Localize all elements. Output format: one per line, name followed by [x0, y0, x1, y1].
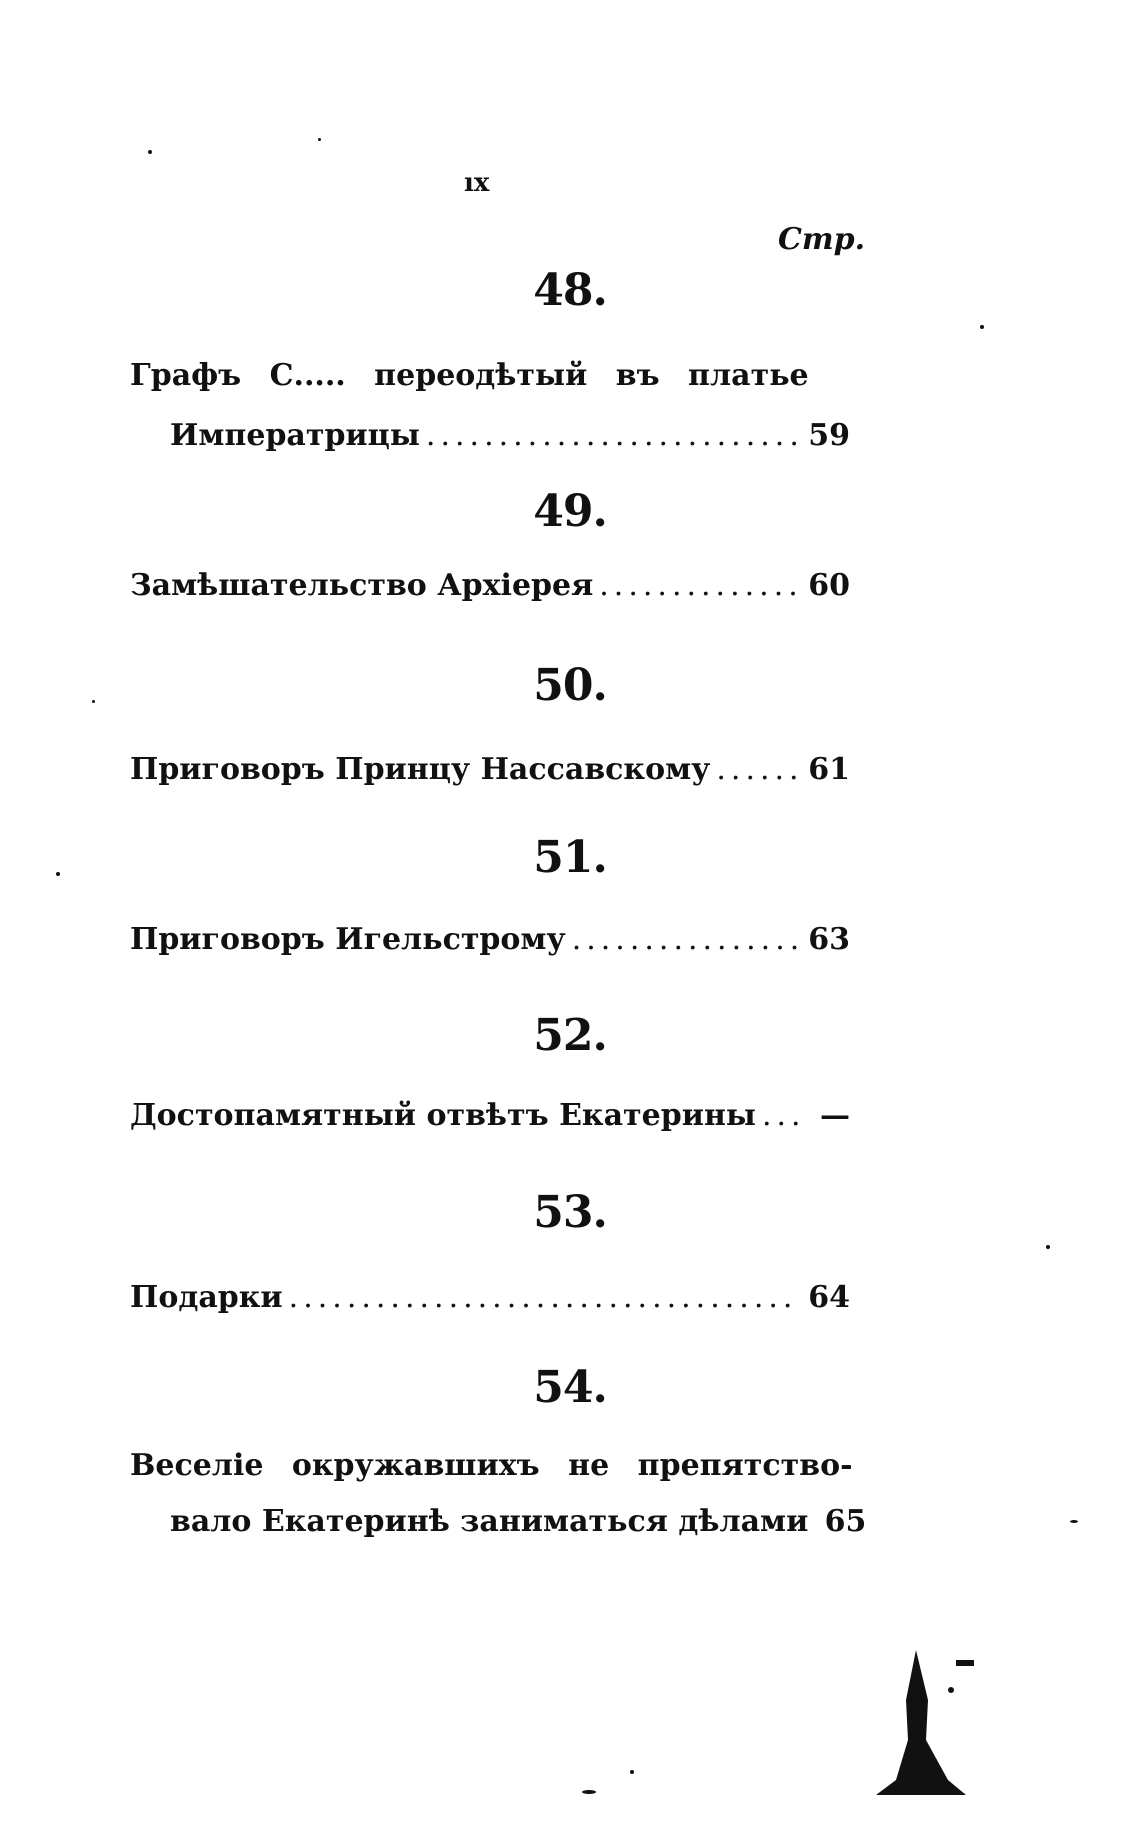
toc-entry-title: Приговоръ Принцу Нассавскому — [130, 752, 711, 787]
toc-entry-title: Достопамятный отвѣтъ Екатерины — [130, 1098, 756, 1133]
scan-speck — [582, 1790, 596, 1794]
dot-leader — [426, 418, 798, 453]
scan-speck — [148, 150, 152, 154]
scan-speck — [980, 325, 984, 329]
page-column-heading: Стр. — [778, 222, 866, 257]
scan-speck — [1070, 1520, 1078, 1523]
toc-page-number: 65 — [824, 1504, 867, 1539]
scan-speck — [630, 1770, 634, 1774]
section-number: 53. — [533, 1187, 607, 1238]
dot-leader — [762, 1098, 798, 1133]
toc-page-number: 63 — [808, 922, 850, 957]
section-number: 52. — [533, 1010, 607, 1061]
section-number: 50. — [533, 660, 607, 711]
toc-entry-title: Замѣшательство Архіерея — [130, 568, 594, 603]
section-number: 49. — [533, 486, 607, 537]
scan-speck — [1046, 1245, 1050, 1249]
toc-entry-title: Графъ С..... переодѣтый въ платье — [130, 358, 809, 393]
dot-leader — [716, 752, 798, 787]
dot-leader — [599, 568, 798, 603]
section-number: 54. — [533, 1362, 607, 1413]
toc-entry-title: Императрицы — [170, 418, 420, 453]
toc-entry — [130, 1448, 853, 1483]
dot-leader — [572, 922, 798, 957]
scan-speck — [56, 872, 60, 876]
scan-speck — [92, 700, 95, 703]
toc-entry — [170, 1504, 867, 1539]
toc-page-number: 60 — [808, 568, 850, 603]
toc-entry — [130, 358, 850, 393]
dot-leader — [289, 1280, 798, 1315]
toc-entry — [130, 1280, 850, 1315]
toc-entry-title: Приговоръ Игельстрому — [130, 922, 566, 957]
toc-entry-title: вало Екатеринѣ заниматься дѣлами — [170, 1504, 809, 1539]
toc-entry — [130, 922, 850, 957]
section-number: 51. — [533, 832, 607, 883]
toc-entry — [170, 418, 850, 453]
toc-entry-title: Подарки — [130, 1280, 283, 1315]
section-number: 48. — [533, 265, 607, 316]
toc-entry-title: Веселіе окружавшихъ не препятство- — [130, 1448, 853, 1483]
toc-page-number: — — [820, 1098, 850, 1133]
toc-page-number: 64 — [808, 1280, 850, 1315]
toc-page-number: 61 — [808, 752, 850, 787]
toc-entry — [130, 1098, 850, 1133]
ink-smudge — [856, 1640, 976, 1800]
scan-speck — [318, 138, 321, 141]
toc-entry — [130, 752, 850, 787]
page-header-mark: ıx — [464, 168, 490, 198]
toc-entry — [130, 568, 850, 603]
toc-page-number: 59 — [808, 418, 850, 453]
